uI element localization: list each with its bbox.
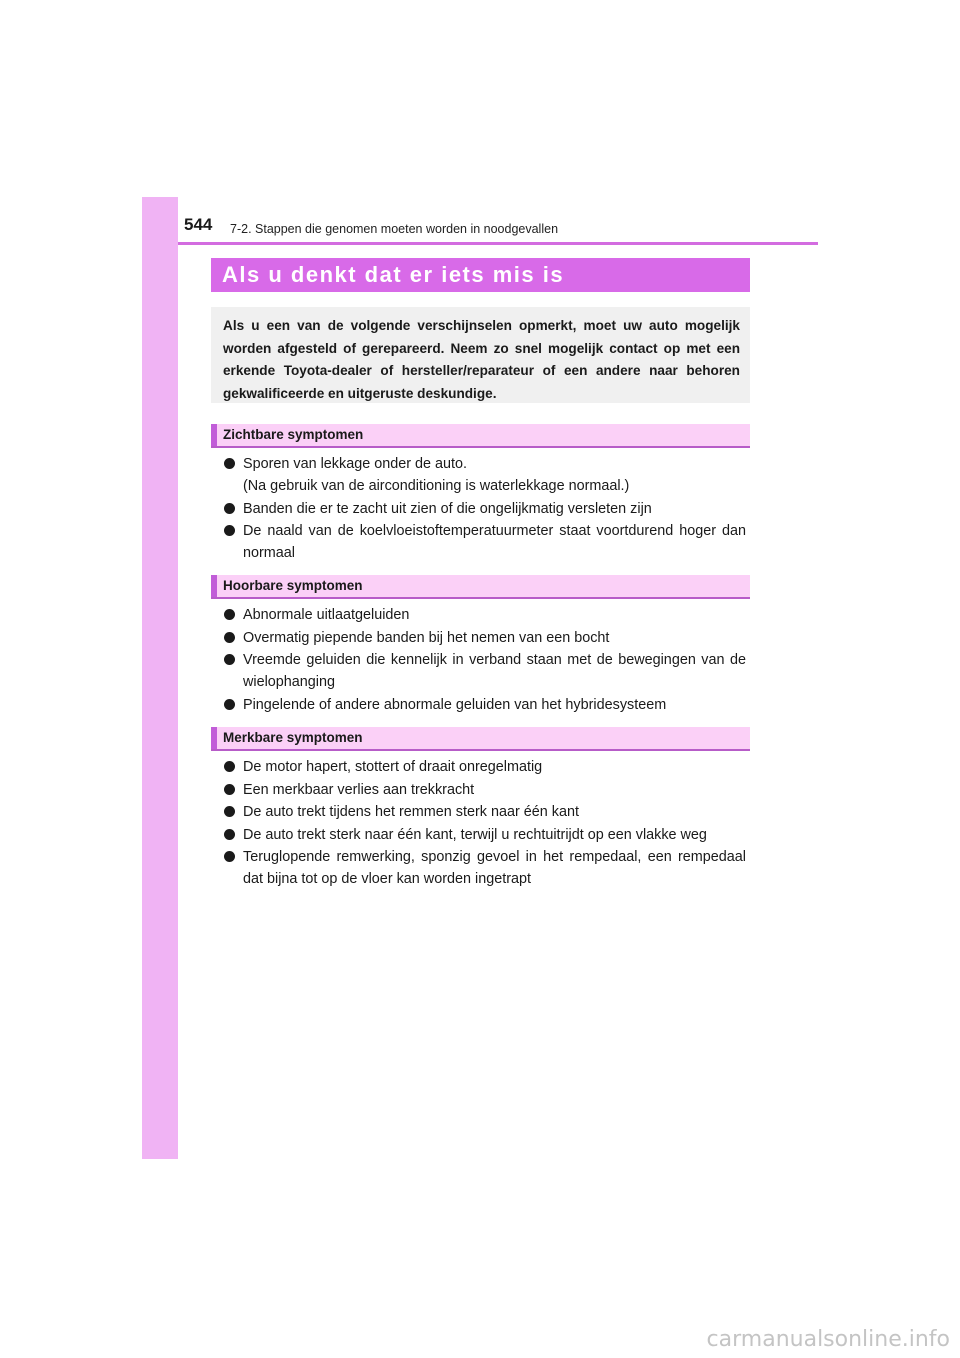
list-item	[224, 846, 746, 890]
section-heading-noticeable	[211, 727, 750, 751]
section-heading-label: Merkbare symptomen	[223, 730, 363, 745]
list-item-text: Teruglopende remwerking, sponzig gevoel in het rempedaal, een rempedaal dat bijna tot op de vloer kan worden ingetrapt	[243, 849, 746, 887]
bullet-icon	[224, 632, 235, 643]
list-item	[224, 801, 746, 823]
bullet-icon	[224, 761, 235, 772]
bullet-icon	[224, 525, 235, 536]
visible-symptoms-list	[224, 453, 746, 565]
list-item-text: De auto trekt sterk naar één kant, terwijl u rechtuitrijdt op een vlakke weg	[243, 826, 707, 843]
section-heading-label: Hoorbare symptomen	[223, 578, 363, 593]
bullet-icon	[224, 654, 235, 665]
list-item	[224, 604, 746, 626]
page-number: 544	[184, 215, 213, 234]
list-item-text: Sporen van lekkage onder de auto.	[243, 456, 468, 472]
list-item-text: Banden die er te zacht uit zien of die ongelijkmatig versleten zijn	[243, 500, 652, 517]
list-item-text: Vreemde geluiden die kennelijk in verband staan met de bewegingen van de wielophanging	[243, 652, 746, 690]
intro-text: Als u een van de volgende verschijnselen opmerkt, moet uw auto mogelijk worden afgesteld of gerepareerd. Neem zo snel mogelijk contact op met een erkende Toyota-dealer of hersteller/reparateur of een andere naar behoren gekwalificeerde en uitgeruste deskundige.	[223, 318, 740, 401]
watermark: carmanualsonline.info	[706, 1327, 950, 1352]
list-item	[224, 498, 746, 520]
list-item-text: Een merkbaar verlies aan trekkracht	[243, 781, 475, 798]
list-item-text: De motor hapert, stottert of draait onregelmatig	[243, 759, 543, 775]
list-item-text: De auto trekt tijdens het remmen sterk naar één kant	[243, 804, 579, 820]
section-heading-label: Zichtbare symptomen	[223, 427, 364, 442]
header-rule	[178, 242, 818, 245]
page-title: Als u denkt dat er iets mis is	[222, 262, 565, 287]
list-item-note: (Na gebruik van de airconditioning is waterlekkage normaal.)	[243, 478, 630, 494]
list-item	[224, 649, 746, 693]
page-title-bar	[211, 258, 750, 292]
intro-box	[211, 307, 750, 403]
list-item-text: De naald van de koelvloeistoftemperatuurmeter staat voortdurend hoger dan normaal	[243, 523, 746, 561]
list-item-text: Overmatig piepende banden bij het nemen van een bocht	[243, 629, 610, 646]
bullet-icon	[224, 829, 235, 840]
list-item	[224, 453, 746, 497]
bullet-icon	[224, 503, 235, 514]
list-item	[224, 756, 746, 778]
list-item-text: Abnormale uitlaatgeluiden	[243, 607, 410, 623]
bullet-icon	[224, 458, 235, 469]
section-heading-visible	[211, 424, 750, 448]
noticeable-symptoms-list	[224, 756, 746, 891]
section-heading-audible	[211, 575, 750, 599]
list-item	[224, 520, 746, 564]
list-item-text: Pingelende of andere abnormale geluiden van het hybridesysteem	[243, 696, 667, 713]
bullet-icon	[224, 806, 235, 817]
bullet-icon	[224, 699, 235, 710]
bullet-icon	[224, 784, 235, 795]
bullet-icon	[224, 851, 235, 862]
list-item	[224, 694, 746, 716]
bullet-icon	[224, 609, 235, 620]
running-header: 7-2. Stappen die genomen moeten worden in noodgevallen	[230, 222, 559, 236]
audible-symptoms-list	[224, 604, 746, 716]
side-tab-strip	[142, 197, 178, 1159]
list-item	[224, 779, 746, 801]
list-item	[224, 627, 746, 649]
list-item	[224, 824, 746, 846]
